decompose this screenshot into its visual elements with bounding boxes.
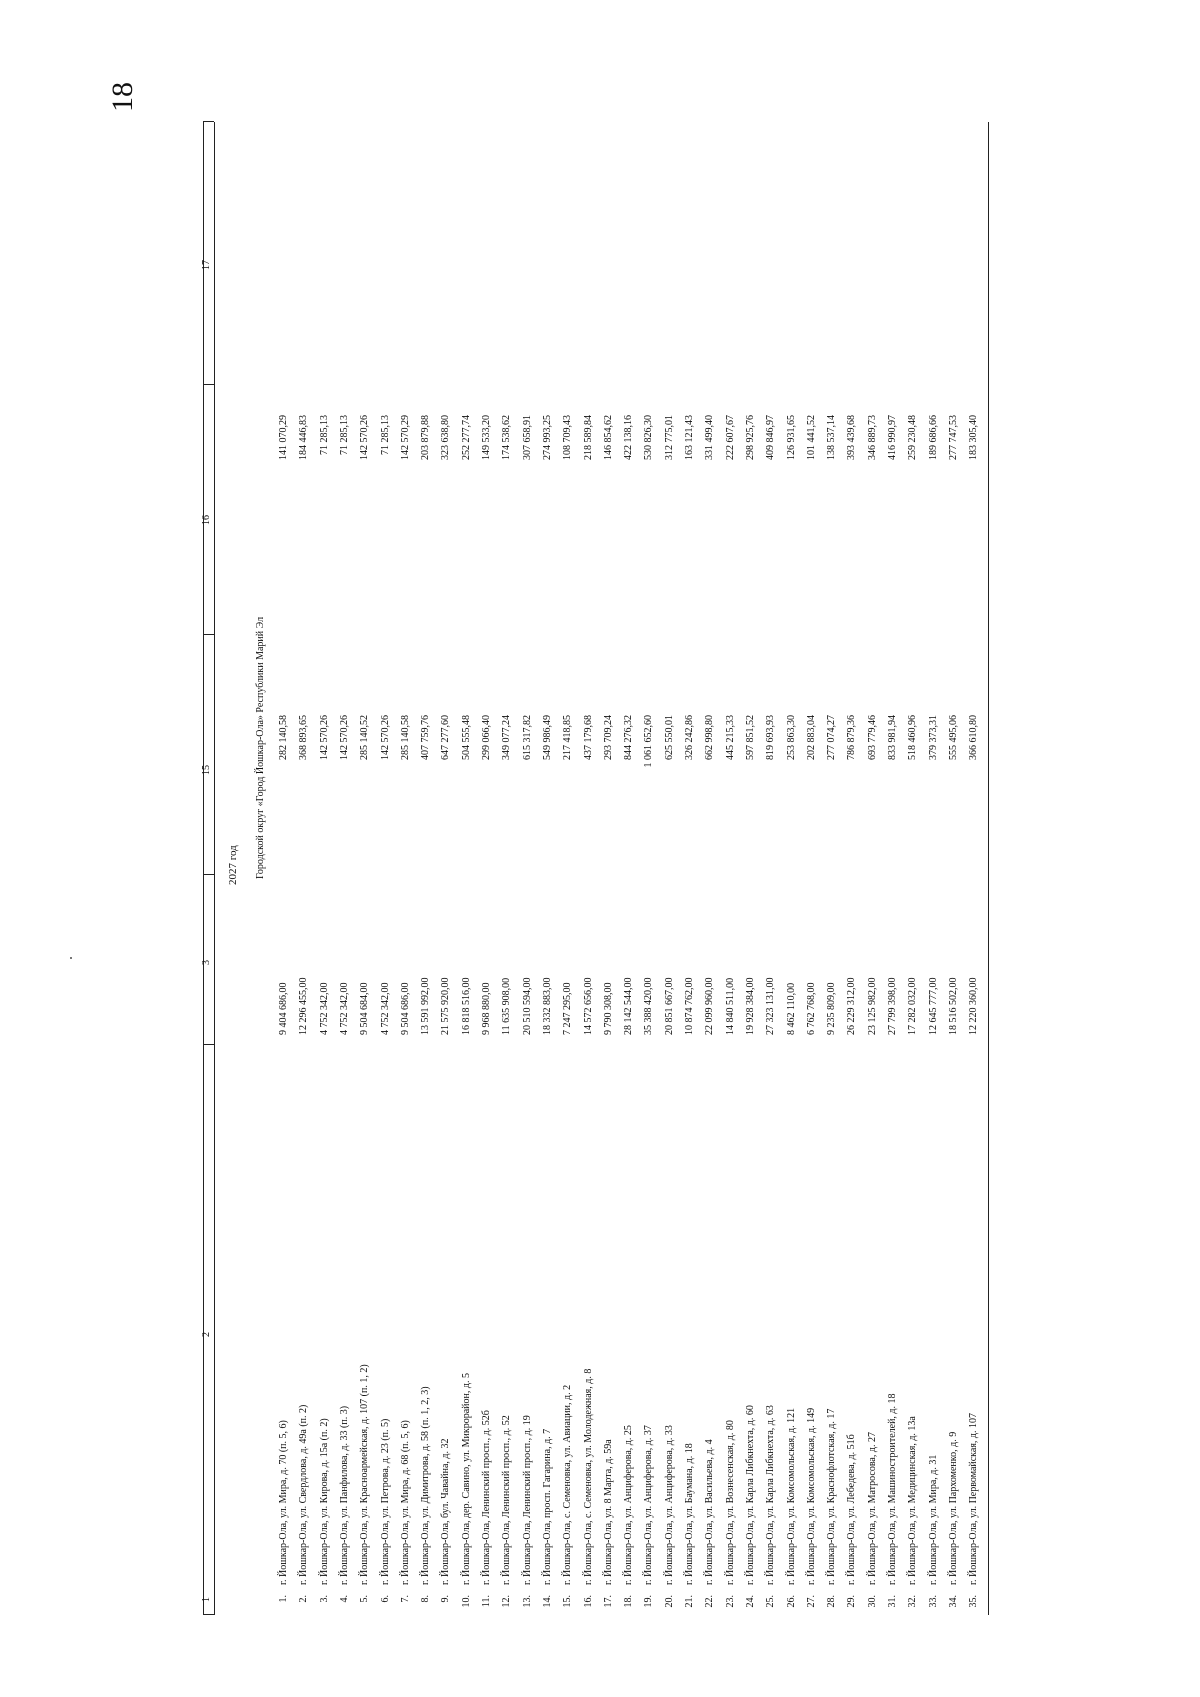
row-value-col3: 27 323 131,00 [765, 977, 777, 1035]
row-number: 5. [359, 1595, 371, 1603]
row-address: г. Йошкар-Ола, ул. Вознесенская, д. 80 [724, 1420, 736, 1585]
row-value-col15: 844 276,32 [623, 715, 635, 760]
column-header-15: 15 [201, 765, 212, 775]
row-value-col3: 17 282 032,00 [907, 977, 919, 1035]
row-number: 25. [765, 1595, 777, 1608]
rotated-table [203, 122, 1003, 1615]
row-address: г. Йошкар-Ола, ул. Петрова, д. 23 (п. 5) [379, 1418, 391, 1585]
table-row [578, 122, 600, 1615]
header-tick [203, 384, 214, 385]
table-row [659, 122, 681, 1615]
row-address: г. Йошкар-Ола, ул. Свердлова, д. 49а (п. 2) [298, 1404, 310, 1585]
header-tick [203, 1044, 214, 1045]
row-number: 13. [521, 1595, 533, 1608]
row-value-col3: 9 235 809,00 [826, 982, 838, 1035]
row-number: 27. [805, 1595, 817, 1608]
column-header-1: 1 [201, 1597, 212, 1602]
row-number: 34. [947, 1595, 959, 1608]
row-value-col15: 549 986,49 [541, 715, 553, 760]
row-value-col3: 4 752 342,00 [338, 982, 350, 1035]
row-number: 23. [724, 1595, 736, 1608]
row-value-col15: 786 879,36 [846, 715, 858, 760]
row-number: 10. [460, 1595, 472, 1608]
row-value-col16: 142 570,29 [399, 415, 411, 460]
row-value-col15: 625 550,01 [663, 715, 675, 760]
row-number: 11. [481, 1595, 492, 1608]
row-address: г. Йошкар-Ола, Ленинский просп., д. 52б [481, 1410, 492, 1585]
table-row [902, 122, 924, 1615]
row-number: 24. [744, 1595, 756, 1608]
table-row [882, 122, 904, 1615]
row-address: г. Йошкар-Ола, Ленинский просп., д. 19 [521, 1415, 533, 1585]
row-number: 33. [927, 1595, 939, 1608]
row-value-col15: 597 851,52 [744, 715, 756, 760]
row-number: 20. [663, 1595, 675, 1608]
row-address: г. Йошкар-Ола, ул. Анциферова, д. 37 [643, 1425, 655, 1585]
row-value-col3: 20 510 594,00 [521, 977, 533, 1035]
row-address: г. Йошкар-Ола, ул. Медицинская, д. 13а [907, 1416, 919, 1585]
row-address: г. Йошкар-Ола, ул. Карла Либкнехта, д. 63 [765, 1405, 777, 1585]
column-header-17: 17 [201, 260, 212, 270]
table-row [598, 122, 620, 1615]
row-number: 30. [866, 1595, 878, 1608]
row-value-col15: 1 061 652,60 [643, 715, 655, 768]
row-value-col3: 12 296 455,00 [298, 977, 310, 1035]
row-address: г. Йошкар-Ола, ул. Баумана, д. 18 [684, 1443, 695, 1585]
row-number: 1. [278, 1595, 289, 1603]
row-value-col15: 379 373,31 [927, 715, 939, 760]
row-address: г. Йошкар-Ола, с. Семеновка, ул. Молодежная, д. 8 [582, 1368, 594, 1585]
row-value-col15: 366 610,80 [968, 715, 980, 760]
page-number: 18 [106, 82, 139, 112]
row-value-col16: 252 277,74 [460, 415, 472, 460]
row-address: г. Йошкар-Ола, дер. Савино, ул. Микрорайон, д. 5 [460, 1373, 472, 1585]
row-number: 22. [704, 1595, 716, 1608]
row-value-col15: 217 418,85 [562, 715, 574, 760]
table-row [293, 122, 315, 1615]
row-address: г. Йошкар-Ола, ул. Анциферова, д. 25 [623, 1425, 635, 1585]
table-row [781, 122, 803, 1615]
row-value-col16: 331 499,40 [704, 415, 716, 460]
row-address: г. Йошкар-Ола, ул. Красноармейская, д. 107 (п. 1, 2) [359, 1364, 371, 1585]
row-value-col15: 819 693,93 [765, 715, 777, 760]
row-address: г. Йошкар-Ола, Ленинский просп., д. 52 [501, 1415, 513, 1585]
row-value-col16: 203 879,88 [420, 415, 432, 460]
column-header-16: 16 [201, 515, 212, 525]
row-value-col15: 504 555,48 [460, 715, 472, 760]
row-value-col16: 274 993,25 [541, 415, 553, 460]
row-number: 9. [440, 1595, 452, 1603]
header-bottom-rule [214, 122, 215, 1615]
row-address: г. Йошкар-Ола, ул. Мира, д. 68 (п. 5, 6) [399, 1420, 411, 1585]
table-row [496, 122, 518, 1615]
table-row [354, 122, 376, 1615]
row-number: 2. [298, 1595, 310, 1603]
row-value-col16: 163 121,43 [684, 415, 695, 460]
row-value-col15: 293 709,24 [602, 715, 614, 760]
row-number: 32. [907, 1595, 919, 1608]
row-number: 18. [623, 1595, 635, 1608]
row-address: г. Йошкар-Ола, ул. Комсомольская, д. 149 [805, 1407, 817, 1585]
row-value-col16: 277 747,53 [947, 415, 959, 460]
row-value-col15: 368 893,65 [298, 715, 310, 760]
row-value-col3: 21 575 920,00 [440, 977, 452, 1035]
row-value-col3: 28 142 544,00 [623, 977, 635, 1035]
row-number: 7. [399, 1595, 411, 1603]
row-number: 8. [420, 1595, 432, 1603]
row-value-col16: 146 854,62 [602, 415, 614, 460]
row-value-col15: 202 883,04 [805, 715, 817, 760]
row-value-col16: 189 686,66 [927, 415, 939, 460]
row-number: 19. [643, 1595, 655, 1608]
row-value-col16: 101 441,52 [805, 415, 817, 460]
table-row [435, 122, 457, 1615]
row-value-col15: 437 179,68 [582, 715, 594, 760]
row-value-col16: 307 658,91 [521, 415, 533, 460]
row-value-col16: 149 533,20 [481, 415, 492, 460]
row-value-col16: 71 285,13 [338, 415, 350, 455]
row-value-col16: 312 775,01 [663, 415, 675, 460]
row-value-col16: 416 990,97 [887, 415, 898, 460]
row-value-col16: 323 638,80 [440, 415, 452, 460]
row-value-col3: 11 635 908,00 [501, 977, 513, 1035]
table-row [334, 122, 356, 1615]
row-address: г. Йошкар-Ола, ул. Карла Либкнехта, д. 60 [744, 1405, 756, 1585]
row-value-col15: 407 759,76 [420, 715, 432, 760]
region-label: Городской округ «Город Йошкар-Ола» Республики Марий Эл [255, 616, 266, 879]
row-value-col16: 71 285,13 [379, 415, 391, 455]
row-value-col3: 6 762 768,00 [805, 982, 817, 1035]
row-value-col15: 349 077,24 [501, 715, 513, 760]
table-row [638, 122, 660, 1615]
row-value-col16: 138 537,14 [826, 415, 838, 460]
row-value-col3: 16 818 516,00 [460, 977, 472, 1035]
row-value-col3: 7 247 295,00 [562, 982, 574, 1035]
table-row [517, 122, 539, 1615]
table-row [314, 122, 336, 1615]
row-value-col15: 142 570,26 [379, 715, 391, 760]
row-address: г. Йошкар-Ола, с. Семеновка, ул. Авиации, д. 2 [562, 1384, 574, 1585]
table-row [720, 122, 742, 1615]
row-value-col3: 20 851 667,00 [663, 977, 675, 1035]
table-row [375, 122, 397, 1615]
row-number: 35. [968, 1595, 980, 1608]
row-number: 16. [582, 1595, 594, 1608]
row-value-col3: 9 504 684,00 [359, 982, 371, 1035]
row-value-col3: 9 504 686,00 [399, 982, 411, 1035]
row-address: г. Йошкар-Ола, ул. Анциферова, д. 33 [663, 1425, 675, 1585]
row-value-col16: 142 570,26 [359, 415, 371, 460]
row-value-col16: 222 607,67 [724, 415, 736, 460]
row-address: г. Йошкар-Ола, ул. Матросова, д. 27 [866, 1432, 878, 1585]
row-value-col15: 142 570,26 [338, 715, 350, 760]
table-row [415, 122, 437, 1615]
row-number: 26. [785, 1595, 797, 1608]
table-row [740, 122, 762, 1615]
table-row [862, 122, 884, 1615]
row-address: г. Йошкар-Ола, ул. Комсомольская, д. 121 [785, 1407, 797, 1585]
table-right-rule [988, 122, 989, 1615]
column-header-3: 3 [201, 960, 212, 965]
row-address: г. Йошкар-Ола, ул. Первомайская, д. 107 [968, 1412, 980, 1585]
row-value-col3: 4 752 342,00 [379, 982, 391, 1035]
row-address: г. Йошкар-Ола, ул. 8 Марта, д. 59а [602, 1439, 614, 1585]
row-number: 6. [379, 1595, 391, 1603]
row-value-col16: 174 538,62 [501, 415, 513, 460]
row-value-col16: 393 439,68 [846, 415, 858, 460]
row-value-col16: 530 826,30 [643, 415, 655, 460]
row-value-col3: 12 645 777,00 [927, 977, 939, 1035]
table-row [963, 122, 985, 1615]
row-value-col3: 12 220 360,00 [968, 977, 980, 1035]
row-address: г. Йошкар-Ола, ул. Димитрова, д. 58 (п. 1, 2, 3) [420, 1386, 432, 1585]
row-address: г. Йошкар-Ола, бул. Чавайна, д. 32 [440, 1438, 452, 1585]
table-row [760, 122, 782, 1615]
table-row [618, 122, 640, 1615]
table-row [841, 122, 863, 1615]
row-value-col15: 615 317,82 [521, 715, 533, 760]
table-top-rule [203, 122, 204, 1615]
row-number: 12. [501, 1595, 513, 1608]
row-number: 17. [602, 1595, 614, 1608]
row-value-col16: 298 925,76 [744, 415, 756, 460]
header-tick [203, 634, 214, 635]
row-value-col3: 9 968 880,00 [481, 982, 492, 1035]
header-tick [203, 121, 214, 122]
row-value-col3: 14 840 511,00 [724, 977, 736, 1035]
row-number: 31. [887, 1595, 898, 1608]
row-value-col3: 22 099 960,00 [704, 977, 716, 1035]
row-address: г. Йошкар-Ола, ул. Машиностроителей, д. 18 [887, 1393, 898, 1585]
row-value-col16: 141 070,29 [278, 415, 289, 460]
table-row [923, 122, 945, 1615]
row-number: 4. [338, 1595, 350, 1603]
row-value-col15: 662 998,80 [704, 715, 716, 760]
row-value-col16: 259 230,48 [907, 415, 919, 460]
row-value-col15: 693 779,46 [866, 715, 878, 760]
row-value-col15: 833 981,94 [887, 715, 898, 760]
header-tick [203, 1614, 214, 1615]
row-address: г. Йошкар-Ола, ул. Пархоменко, д. 9 [947, 1431, 959, 1585]
row-number: 29. [846, 1595, 858, 1608]
header-tick [203, 874, 214, 875]
row-value-col3: 23 125 982,00 [866, 977, 878, 1035]
row-value-col15: 285 140,58 [399, 715, 411, 760]
row-value-col3: 8 462 110,00 [785, 982, 797, 1035]
row-value-col15: 285 140,52 [359, 715, 371, 760]
table-row [537, 122, 559, 1615]
row-value-col16: 346 889,73 [866, 415, 878, 460]
row-number: 28. [826, 1595, 838, 1608]
row-value-col3: 10 874 762,00 [684, 977, 695, 1035]
table-row [821, 122, 843, 1615]
row-value-col16: 422 138,16 [623, 415, 635, 460]
row-value-col15: 647 277,60 [440, 715, 452, 760]
row-value-col15: 142 570,26 [318, 715, 330, 760]
row-value-col3: 13 591 992,00 [420, 977, 432, 1035]
row-address: г. Йошкар-Ола, ул. Мира, д. 70 (п. 5, 6) [278, 1420, 289, 1585]
row-address: г. Йошкар-Ола, просп. Гагарина, д. 7 [541, 1428, 553, 1585]
row-value-col3: 9 790 308,00 [602, 982, 614, 1035]
row-value-col16: 409 846,97 [765, 415, 777, 460]
scan-speck [70, 957, 72, 959]
row-number: 15. [562, 1595, 574, 1608]
row-value-col15: 518 460,96 [907, 715, 919, 760]
row-value-col16: 126 931,65 [785, 415, 797, 460]
row-address: г. Йошкар-Ола, ул. Васильева, д. 4 [704, 1439, 716, 1585]
row-value-col15: 253 863,30 [785, 715, 797, 760]
row-address: г. Йошкар-Ола, ул. Краснофлотская, д. 17 [826, 1408, 838, 1585]
row-number: 21. [684, 1595, 695, 1608]
table-row [557, 122, 579, 1615]
row-number: 14. [541, 1595, 553, 1608]
row-value-col15: 277 074,27 [826, 715, 838, 760]
row-value-col15: 326 242,86 [684, 715, 695, 760]
row-value-col3: 18 332 883,00 [541, 977, 553, 1035]
table-row [801, 122, 823, 1615]
table-row [273, 122, 295, 1615]
row-value-col16: 183 305,40 [968, 415, 980, 460]
year-label: 2027 год [227, 845, 239, 885]
row-value-col16: 71 285,13 [318, 415, 330, 455]
row-value-col3: 18 516 502,00 [947, 977, 959, 1035]
row-value-col15: 299 066,40 [481, 715, 492, 760]
row-value-col3: 9 404 686,00 [278, 982, 289, 1035]
row-address: г. Йошкар-Ола, ул. Мира, д. 31 [927, 1454, 939, 1585]
row-value-col3: 27 799 398,00 [887, 977, 898, 1035]
row-value-col3: 4 752 342,00 [318, 982, 330, 1035]
row-value-col3: 19 928 384,00 [744, 977, 756, 1035]
row-number: 3. [318, 1595, 330, 1603]
row-value-col15: 555 495,06 [947, 715, 959, 760]
row-value-col15: 445 215,33 [724, 715, 736, 760]
row-value-col16: 184 446,83 [298, 415, 310, 460]
row-value-col3: 26 229 312,00 [846, 977, 858, 1035]
row-address: г. Йошкар-Ола, ул. Лебедева, д. 51б [846, 1434, 858, 1585]
row-value-col16: 218 589,84 [582, 415, 594, 460]
row-address: г. Йошкар-Ола, ул. Панфилова, д. 33 (п. 3) [338, 1405, 350, 1585]
table-row [943, 122, 965, 1615]
table-row [679, 122, 701, 1615]
row-value-col3: 35 388 420,00 [643, 977, 655, 1035]
row-address: г. Йошкар-Ола, ул. Кирова, д. 15а (п. 2) [318, 1418, 330, 1585]
row-value-col3: 14 572 656,00 [582, 977, 594, 1035]
row-value-col16: 108 709,43 [562, 415, 574, 460]
column-header-2: 2 [201, 1332, 212, 1337]
table-row [476, 122, 498, 1615]
row-value-col15: 282 140,58 [278, 715, 289, 760]
table-row [456, 122, 478, 1615]
table-row [699, 122, 721, 1615]
table-row [395, 122, 417, 1615]
